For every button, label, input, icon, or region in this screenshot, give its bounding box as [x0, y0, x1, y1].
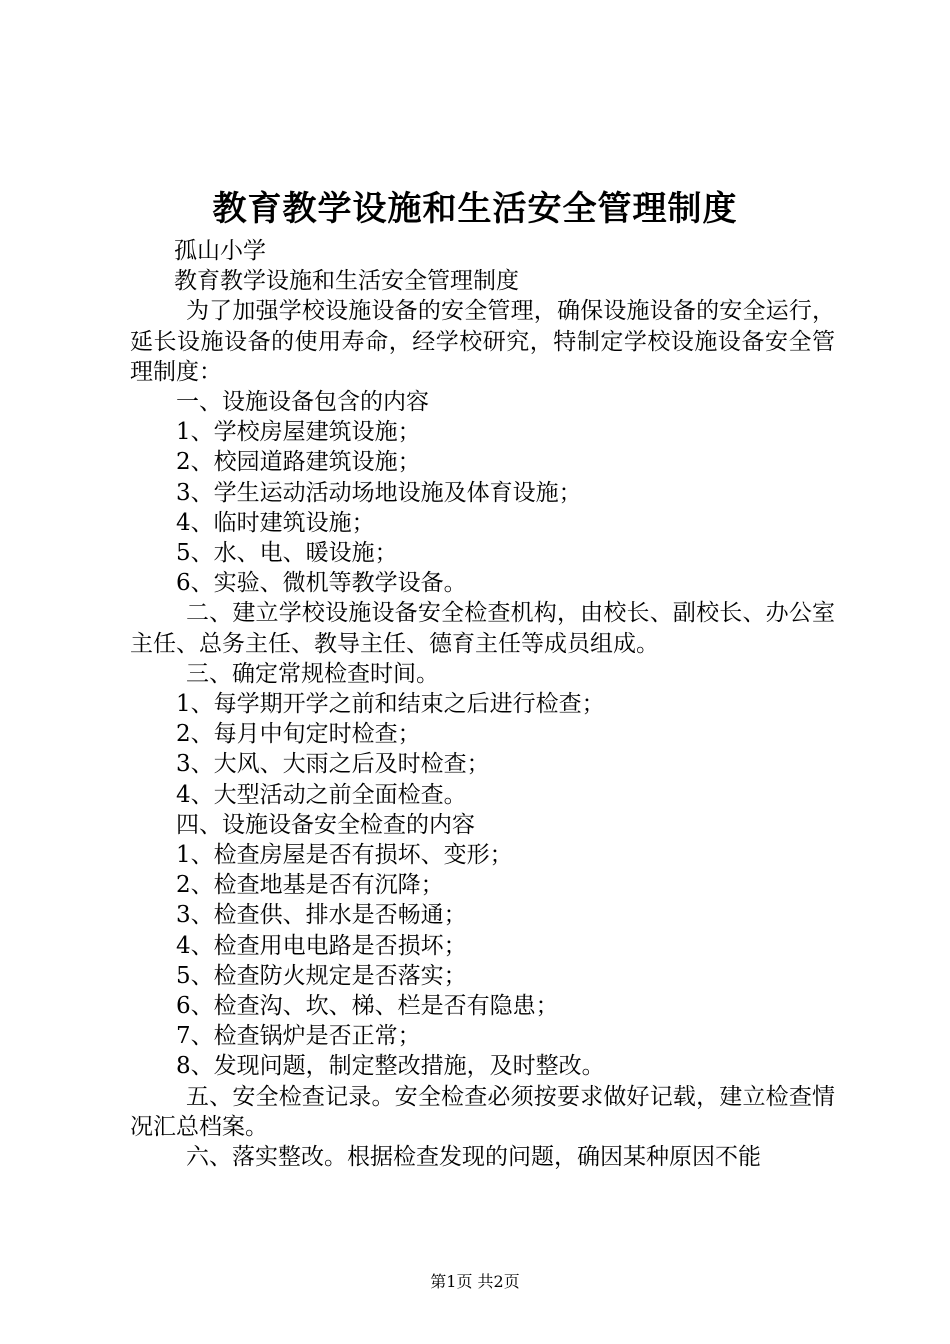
list-item: 5、检查防火规定是否落实； — [176, 962, 467, 989]
list-item: 3、检查供、排水是否畅通； — [176, 902, 467, 929]
list-item: 7、检查锅炉是否正常； — [176, 1023, 421, 1050]
document-subtitle: 教育教学设施和生活安全管理制度 — [174, 268, 519, 295]
list-item: 4、检查用电电路是否损坏； — [176, 932, 467, 959]
list-item: 1、学校房屋建筑设施； — [176, 419, 421, 446]
list-item: 2、校园道路建筑设施； — [176, 449, 421, 476]
list-item: 2、每月中旬定时检查； — [176, 721, 421, 748]
list-item: 1、每学期开学之前和结束之后进行检查； — [176, 691, 605, 718]
document-title: 教育教学设施和生活安全管理制度 — [212, 189, 738, 229]
paragraph-intro: 为了加强学校设施设备的安全管理，确保设施设备的安全运行，延长设施设备的使用寿命，经学校研究，特制定学校设施设备安全管理制度： — [130, 298, 835, 385]
section-heading-5: 五、安全检查记录。安全检查必须按要求做好记载，建立检查情况汇总档案。 — [130, 1083, 835, 1140]
list-item: 4、临时建筑设施； — [176, 509, 375, 536]
section-heading-4: 四、设施设备安全检查的内容 — [176, 811, 475, 838]
list-item: 2、检查地基是否有沉降； — [176, 872, 444, 899]
list-item: 6、实验、微机等教学设备。 — [176, 570, 467, 597]
list-item: 1、检查房屋是否有损坏、变形； — [176, 842, 513, 869]
section-heading-2: 二、建立学校设施设备安全检查机构，由校长、副校长、办公室主任、总务主任、教导主任、德育主任等成员组成。 — [130, 600, 835, 657]
section-heading-6: 六、落实整改。根据检查发现的问题，确因某种原因不能 — [186, 1144, 761, 1171]
list-item: 4、大型活动之前全面检查。 — [176, 781, 467, 808]
list-item: 6、检查沟、坎、梯、栏是否有隐患； — [176, 993, 559, 1020]
section-heading-3: 三、确定常规检查时间。 — [186, 660, 439, 687]
page-footer: 第1页 共2页 — [430, 1272, 520, 1291]
list-item: 3、大风、大雨之后及时检查； — [176, 751, 490, 778]
school-name: 孤山小学 — [174, 238, 266, 264]
list-item: 5、水、电、暖设施； — [176, 540, 398, 567]
document-body — [130, 236, 835, 1172]
list-item: 8、发现问题，制定整改措施，及时整改。 — [176, 1053, 605, 1080]
section-heading-1: 一、设施设备包含的内容 — [176, 389, 429, 416]
list-item: 3、学生运动活动场地设施及体育设施； — [176, 479, 582, 506]
